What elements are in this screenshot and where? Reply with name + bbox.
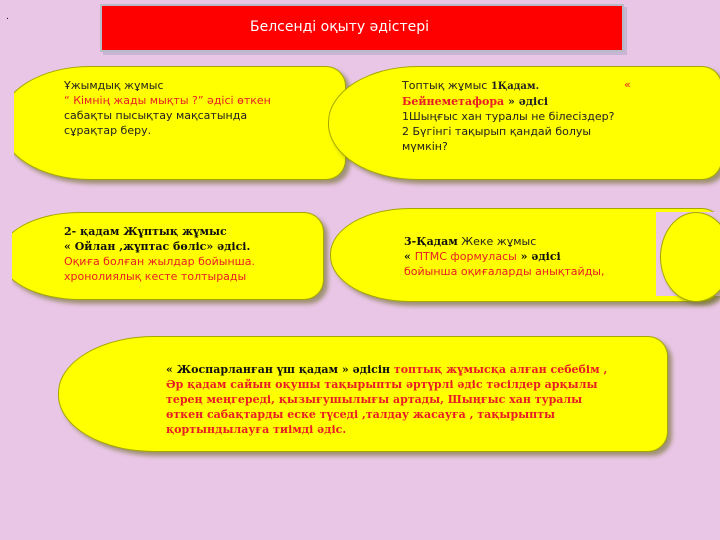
box4-line2-c: » әдісі [516,250,561,263]
box2-line4: 2 Бүгінгі тақырып қандай болуы [402,125,592,138]
box-pair-work-text [64,224,294,284]
box5-line4: өткен сабақтарды еске түседі ,талдау жасауға , тақырыпты [166,408,556,421]
box2-quote-mark: « [624,78,631,91]
box5-line2: Әр қадам сайын оқушы тақырыпты әртүрлі әдіс тәсілдер арқылы [166,378,598,391]
box1-line4: сұрақтар беру. [64,124,152,137]
title-banner [100,4,624,52]
box4-line2-a: « [404,250,415,263]
slide-title: Белсенді оқыту әдістері [250,19,430,35]
box4-line1-b: Жеке жұмыс [457,235,537,248]
box2-line1-a: Топтық жұмыс [402,79,491,92]
box5-line1-b: топтық жұмысқа алған себебім , [393,363,608,376]
box1-line1: Ұжымдық жұмыс [64,79,164,92]
box4-line3: бойынша оқиғаларды анықтайды, [404,265,605,278]
box2-line1 [402,78,642,94]
box2-method-name: Бейнеметафора [402,95,505,108]
box1-line3: сабақты пысықтау мақсатында [64,109,248,122]
box4-step-label: 3-Қадам [404,235,458,248]
box3-line4: хронолиялық кесте толтырады [64,270,247,283]
box-pair-work-notch [0,216,12,294]
box4-formula-name: ПТМС формуласы [414,250,517,263]
box3-line2: « Ойлан ,жұптас бөліс» әдісі. [64,240,251,253]
slide-dot: . [6,12,9,22]
box3-line1: 2- қадам Жұптық жұмыс [64,225,227,238]
box4-line1 [404,234,644,249]
box5-line5: қортындылауға тиімді әдіс. [166,423,347,436]
box4-line2 [404,249,644,264]
box5-line1-a: « Жоспарланған үш қадам » әдісін [166,363,394,376]
box2-line5: мүмкін? [402,140,448,153]
box-collective-work-text [64,78,294,138]
box2-method-suffix: » әдісі [504,95,549,108]
box2-step-label: 1Қадам. [490,81,540,92]
box3-line3: Оқиға болған жылдар бойынша. [64,255,255,268]
box-group-work-text [402,78,642,154]
box-individual-work-text [404,234,644,279]
box5-line3: терең меңгереді, қызығушылығы артады, Шыңғыс хан туралы [166,393,583,406]
box-summary-text [166,362,644,437]
box1-line2: “ Кімнің жады мықты ?” әдісі өткен [64,94,271,107]
box5-line1 [166,362,644,377]
box-collective-work-notch [0,70,14,174]
box2-line3: 1Шыңғыс хан туралы не білесіздер? [402,110,615,123]
box2-line2 [402,94,642,109]
